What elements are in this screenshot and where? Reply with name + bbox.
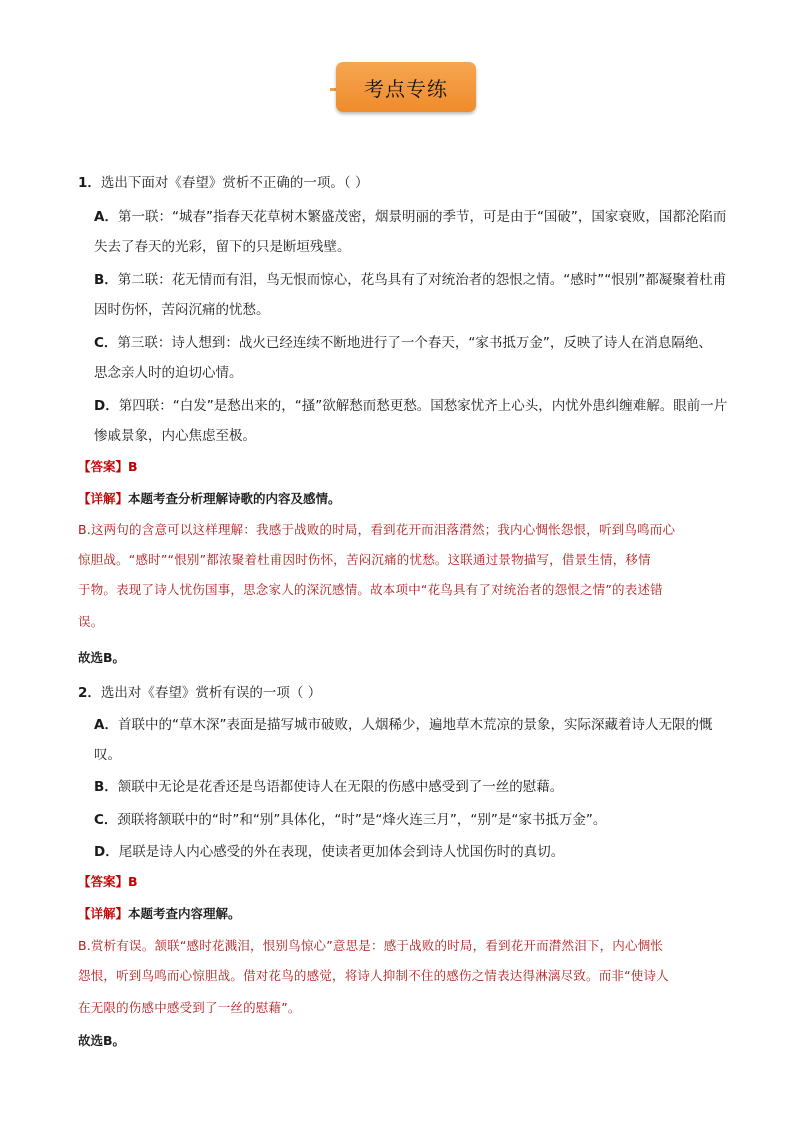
answer-label: 【答案】	[78, 874, 129, 889]
q2-option-a-line-1	[94, 713, 712, 733]
q2-option-b	[94, 775, 563, 795]
answer-value: B	[128, 459, 138, 474]
q1-option-a-line-1	[94, 205, 726, 225]
option-text: 第一联：“城春”指春天花草树木繁盛茂密，烟景明丽的季节，可是由于“国破”，国家衰败，国都沦陷而	[117, 209, 727, 225]
q1-detail	[78, 489, 341, 507]
q2-conclusion: 故选B。	[78, 1033, 126, 1048]
q1-option-a-line-2: 失去了春天的光彩，留下的只是断垣残壁。	[94, 239, 351, 255]
q1-option-b-line-2: 因时伤怀，苦闷沉痛的忧愁。	[94, 302, 270, 318]
question-text: 选出下面对《春望》赏析不正确的一项。（ ）	[100, 175, 369, 191]
option-letter: A．	[94, 717, 118, 733]
option-text: 颔联中无论是花香还是鸟语都使诗人在无限的伤感中感受到了一丝的慰藉。	[117, 779, 564, 795]
q2-detail	[78, 904, 241, 922]
q2-option-d	[94, 840, 564, 860]
q2-explanation-line-1: B.赏析有误。颔联“感时花溅泪，恨别鸟惊心”意思是：感于战败的时局，看到花开而潸然泪下，内心惆怅	[78, 938, 664, 953]
q2-explanation-line-2: 怨恨，听到鸟鸣而心惊胆战。借对花鸟的感觉，将诗人抑制不住的感伤之情表达得淋漓尽致。而非“使诗人	[78, 968, 669, 983]
q1-conclusion: 故选B。	[78, 650, 126, 665]
q2-explanation-line-3: 在无限的伤感中感受到了一丝的慰藉”。	[78, 1000, 301, 1015]
detail-label: 【详解】	[78, 906, 129, 921]
question-number: 2．	[78, 685, 101, 701]
q2-option-c	[94, 808, 606, 828]
q1-explanation-line-3: 于物。表现了诗人忧伤国事，思念家人的深沉感情。故本项中“花鸟具有了对统治者的怨恨之情”的表述错	[78, 582, 663, 597]
answer-label: 【答案】	[78, 459, 129, 474]
q2-answer	[78, 872, 138, 890]
q1-option-c-line-2: 思念亲人时的迫切心情。	[94, 365, 243, 381]
q1-option-c-line-1	[94, 331, 712, 351]
option-text: 颈联将颔联中的“时”和“别”具体化，“时”是“烽火连三月”，“别”是“家书抵万金”。	[117, 812, 607, 828]
detail-text: 本题考查内容理解。	[128, 906, 241, 921]
option-letter: A．	[94, 209, 118, 225]
option-text: 第二联：花无情而有泪，鸟无恨而惊心，花鸟具有了对统治者的怨恨之情。“感时”“恨别”都凝聚着杜甫	[117, 272, 727, 288]
q1-option-d-line-2: 惨戚景象，内心焦虑至极。	[94, 428, 256, 444]
question-number: 1．	[78, 175, 101, 191]
option-letter: C．	[94, 812, 118, 828]
banner-title: 考点专练	[336, 62, 476, 112]
q1-answer	[78, 457, 138, 475]
option-letter: D．	[94, 398, 119, 414]
answer-value: B	[128, 874, 138, 889]
q2-option-a-line-2: 叹。	[94, 747, 121, 763]
q1-option-d-line-1	[94, 394, 727, 414]
option-letter: D．	[94, 844, 119, 860]
option-letter: B．	[94, 779, 118, 795]
option-letter: B．	[94, 272, 118, 288]
option-text: 第四联：“白发”是愁出来的，“搔”欲解愁而愁更愁。国愁家忧齐上心头，内忧外患纠缠难解。眼前一片	[118, 398, 728, 414]
q1-option-b-line-1	[94, 268, 726, 288]
q1-explanation-line-1: B.这两句的含意可以这样理解：我感于战败的时局，看到花开而泪落潸然；我内心惆怅怨恨，听到鸟鸣而心	[78, 522, 676, 537]
option-text: 第三联：诗人想到：战火已经连续不断地进行了一个春天，“家书抵万金”，反映了诗人在消息隔绝、	[117, 335, 712, 351]
q1-explanation-line-2: 惊胆战。“感时”“恨别”都浓聚着杜甫因时伤怀，苦闷沉痛的忧愁。这联通过景物描写，借景生情，移情	[78, 552, 651, 567]
option-letter: C．	[94, 335, 118, 351]
question-2-stem	[78, 681, 321, 701]
question-1-stem	[78, 171, 368, 191]
option-text: 首联中的“草木深”表面是描写城市破败，人烟稀少，遍地草木荒凉的景象，实际深藏着诗人无限的慨	[117, 717, 713, 733]
detail-label: 【详解】	[78, 491, 129, 506]
section-banner	[0, 62, 794, 114]
detail-text: 本题考查分析理解诗歌的内容及感情。	[128, 491, 341, 506]
option-text: 尾联是诗人内心感受的外在表现，使读者更加体会到诗人忧国伤时的真切。	[118, 844, 565, 860]
question-text: 选出对《春望》赏析有误的一项（ ）	[100, 685, 322, 701]
q1-explanation-line-4: 误。	[78, 614, 104, 629]
